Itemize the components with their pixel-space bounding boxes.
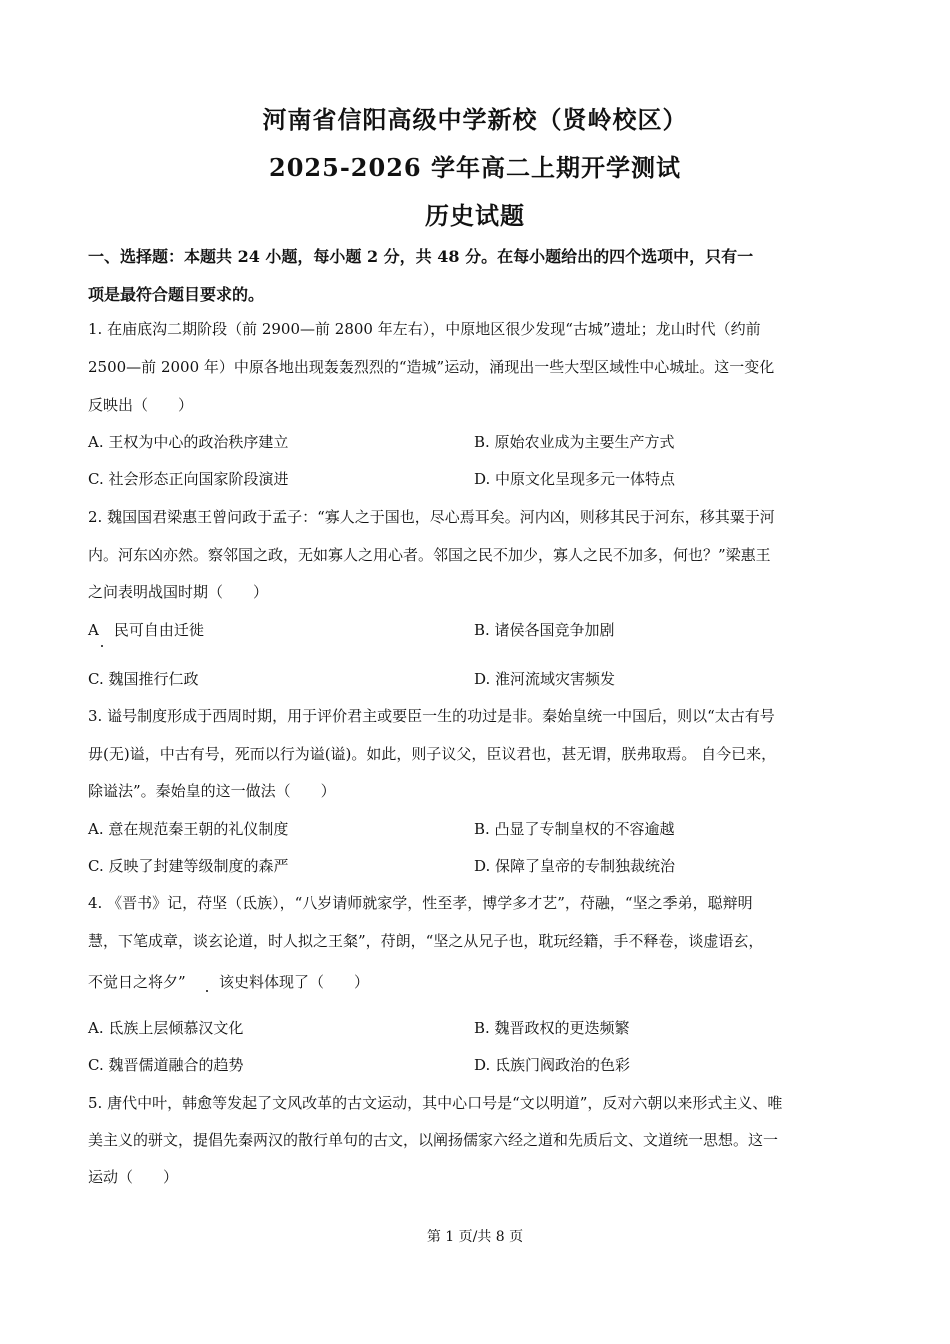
question-2-text: 之问表明战国时期（ ） [88,583,269,601]
question-4-text: 不觉日之将夕” [88,973,186,991]
question-5-text: 美主义的骈文，提倡先秦两汉的散行单句的古文，以阐扬儒家六经之道和先质后文、文道统一思想。这一 [88,1131,779,1149]
stray-period-mark [206,990,208,992]
school-title: 河南省信阳高级中学新校（贤岭校区） [262,105,688,134]
question-3-text: 除谥法”。秦始皇的这一做法（ ） [88,782,336,800]
question-1-text: 反映出（ ） [88,396,194,414]
question-1-text: 1. 在庙底沟二期阶段（前 2900—前 2800 年左右），中原地区很少发现“古城”遗址；龙山时代（约前 [88,320,761,338]
question-3-option-d[interactable]: D. 保障了皇帝的专制独裁统治 [474,857,676,875]
question-2-option-d[interactable]: D. 淮河流域灾害频发 [474,670,616,688]
question-4-option-c[interactable]: C. 魏晋儒道融合的趋势 [88,1056,244,1074]
question-2-option-a[interactable]: A 民可自由迁徙 [88,621,204,639]
question-3-text: 3. 谥号制度形成于西周时期，用于评价君主或要臣一生的功过是非。秦始皇统一中国后，则以“太古有号 [88,707,775,725]
question-2-option-b[interactable]: B. 诸侯各国竞争加剧 [474,621,615,639]
question-4-option-b[interactable]: B. 魏晋政权的更迭频繁 [474,1019,630,1037]
question-4-option-d[interactable]: D. 氐族门阀政治的色彩 [474,1056,631,1074]
question-1-option-d[interactable]: D. 中原文化呈现多元一体特点 [474,470,676,488]
question-3-option-c[interactable]: C. 反映了封建等级制度的森严 [88,857,289,875]
question-2-text: 2. 魏国国君梁惠王曾问政于孟子：“寡人之于国也，尽心焉耳矣。河内凶，则移其民于河东，移其粟于河 [88,508,775,526]
page-footer: 第 1 页/共 8 页 [426,1229,524,1245]
question-1-text: 2500—前 2000 年）中原各地出现轰轰烈烈的“造城”运动，涌现出一些大型区域性中心城址。这一变化 [88,358,775,376]
section-heading-line: 一、选择题：本题共 24 小题，每小题 2 分，共 48 分。在每小题给出的四个选项中，只有一 [88,247,754,266]
question-3-option-b[interactable]: B. 凸显了专制皇权的不容逾越 [474,820,675,838]
section-heading-line: 项是最符合题目要求的。 [88,285,265,304]
question-2-text: 内。河东凶亦然。察邻国之政，无如寡人之用心者。邻国之民不加少，寡人之民不加多，何也？”梁惠王 [88,546,771,564]
question-2-option-c[interactable]: C. 魏国推行仁政 [88,670,199,688]
question-3-option-a[interactable]: A. 意在规范秦王朝的礼仪制度 [88,820,289,838]
subject-title: 历史试题 [425,201,525,230]
question-4-text: 4. 《晋书》记，苻坚（氐族），“八岁请师就家学，性至孝，博学多才艺”，苻融，“坚之季弟，聪辩明 [88,894,753,912]
question-1-option-b[interactable]: B. 原始农业成为主要生产方式 [474,433,675,451]
question-1-option-a[interactable]: A. 王权为中心的政治秩序建立 [88,433,289,451]
question-4-text: 该史料体现了（ ） [219,973,370,991]
question-5-text: 运动（ ） [88,1168,179,1186]
question-4-text: 慧，下笔成章，谈玄论道，时人拟之王粲”，苻朗，“坚之从兄子也，耽玩经籍，手不释卷，谈虚语玄， [88,932,764,950]
section-heading [88,238,868,314]
question-3-text: 毋(无)谥，中古有号，死而以行为谥(谥)。如此，则子议父，臣议君也，甚无谓，朕弗取焉。 自今已来， [88,745,777,763]
stray-dot-mark [101,645,103,647]
exam-title: 2025-2026 学年高二上期开学测试 [269,153,681,182]
question-1-option-c[interactable]: C. 社会形态正向国家阶段演进 [88,470,289,488]
question-5-text: 5. 唐代中叶，韩愈等发起了文风改革的古文运动，其中心口号是“文以明道”，反对六朝以来形式主义、唯 [88,1094,783,1112]
question-4-option-a[interactable]: A. 氐族上层倾慕汉文化 [88,1019,244,1037]
